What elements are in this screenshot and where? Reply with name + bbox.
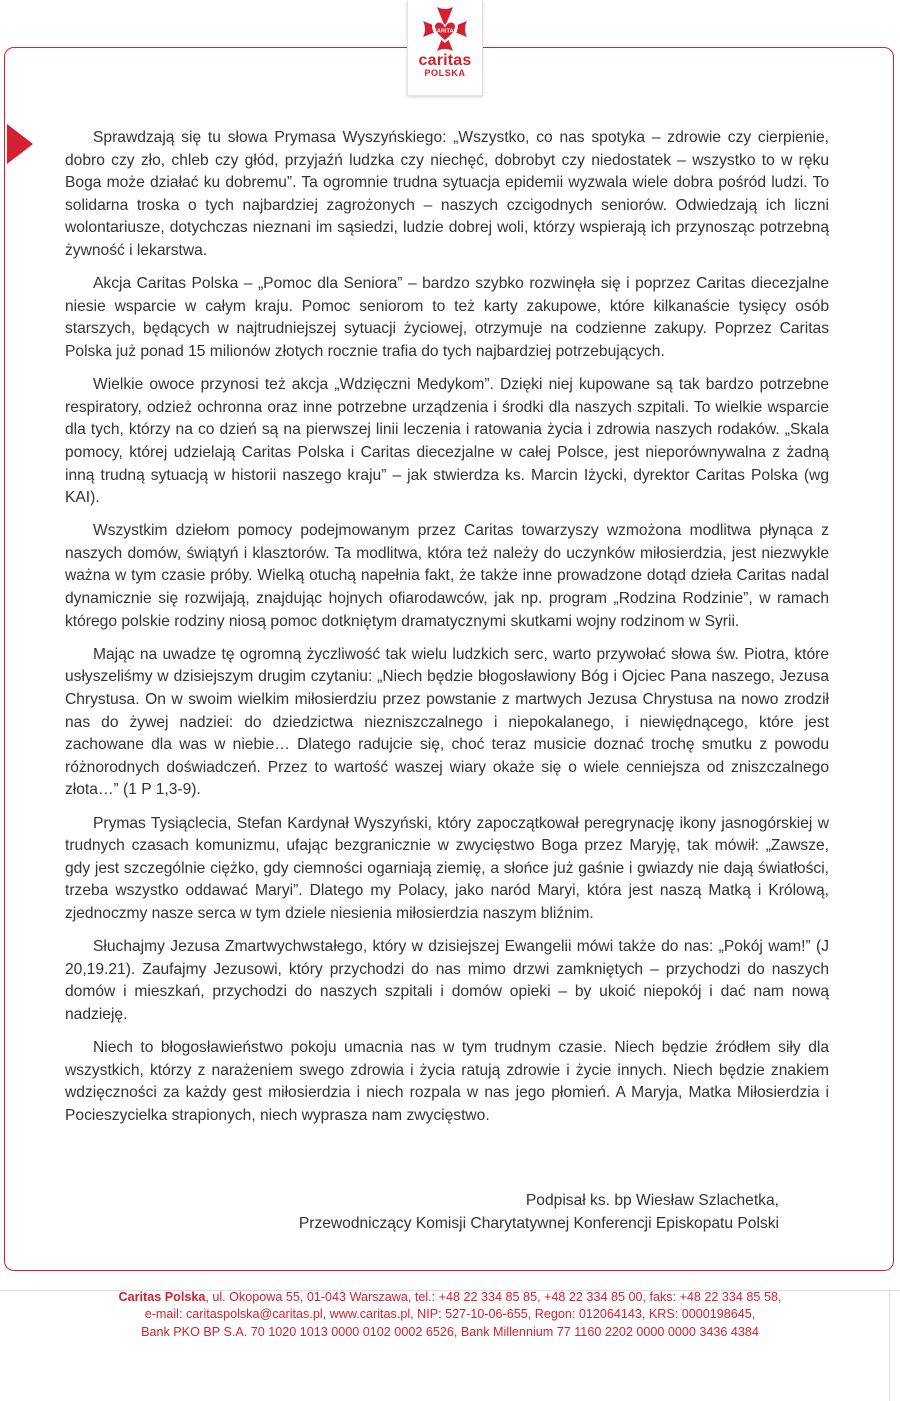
signature-name: Podpisał ks. bp Wiesław Szlachetka, [525,1192,779,1209]
paragraph: Słuchajmy Jezusa Zmartwychwstałego, który w dzisiejszej Ewangelii mówi także do nas: „Pokój wam!” (J 20,19.21). Zaufajmy Jezusowi, który przychodzi do nas mimo drzwi zamkniętych – przychodzi do naszych domów i mieszkań, przychodzi do naszych szpitali i domów opieki – by ukoić niepokój i dać nam nową nadzieję. [65,938,829,1023]
paragraph: Sprawdzają się tu słowa Prymasa Wyszyńskiego: „Wszystko, co nas spotyka – zdrowie czy cierpienie, dobro czy zło, chleb czy głód, przyjaźń ludzka czy niechęć, dobrobyt czy niedostatek – wszystko to w ręku Boga może działać ku dobremu”. Ta ogromnie trudna sytuacja epidemii wyzwala wiele dobra pośród ludzi. To solidarna troska o tych najbardziej zagrożonych – naszych czcigodnych seniorów. Odwiedzają ich liczni wolontariusze, dotychczas nieznani im sąsiedzi, ludzie dobrej woli, którzy wspierają ich przynosząc potrzebną żywność i lekarstwa. [65,129,829,259]
paragraph: Wszystkim dziełom pomocy podejmowanym przez Caritas towarzyszy wzmożona modlitwa płynąca z naszych domów, świątyń i klasztorów. Ta modlitwa, która też należy do uczynków miłosierdzia, jest niezwykle ważna w tym czasie próby. Wielką otuchą napełnia fakt, że także inne prowadzone dotąd dzieła Caritas nadal dynamicznie się rozwijają, znajdując hojnych ofiarodawców, jak np. program „Rodzina Rodzinie”, w ramach którego polskie rodziny niosą pomoc dotkniętym dramatycznymi skutkami wojny rodzinom w Syrii. [65,522,829,630]
signature-title: Przewodniczący Komisji Charytatywnej Konferencji Episkopatu Polski [298,1214,779,1232]
paragraph: Akcja Caritas Polska – „Pomoc dla Seniora” – bardzo szybko rozwinęła się i poprzez Caritas diecezjalne niesie wsparcie w całym kraju. Pomoc seniorom to też karty zakupowe, które kilkanaście tysięcy osób starszych, będących w najtrudniejszej sytuacji życiowej, otrzymuje na codzienne zakupy. Poprzez Caritas Polska już ponad 15 milionów złotych rocznie trafia do tych najbardziej potrzebujących. [65,275,829,360]
caritas-logo [407,0,483,96]
logo-wordmark: caritas [418,52,472,69]
footer-contact [0,1289,900,1341]
caritas-cross-icon [421,5,469,53]
footer-line-2: e-mail: caritaspolska@caritas.pl, www.caritas.pl, NIP: 527-10-06-655, Regon: 012064143, KRS: 0000198645, [144,1307,756,1322]
footer-line-3: Bank PKO BP S.A. 70 1020 1013 0000 0102 0002 6526, Bank Millennium 77 1160 2202 0000 0000 3436 4384 [141,1324,759,1339]
logo-monogram: CARITAS [432,28,458,35]
paragraph: Mając na uwadze tę ogromną życzliwość tak wielu ludzkich serc, warto przywołać słowa św. Piotra, które usłyszeliśmy w dzisiejszym drugim czytaniu: „Niech będzie błogosławiony Bóg i Ojciec Pana naszego, Jezusa Chrystusa. On w swoim wielkim miłosierdziu przez powstanie z martwych Jezusa Chrystusa na nowo zrodził nas do żywej nadziei: do dziedzictwa niezniszczalnego i niepokalanego, i niewiędnącego, które jest zachowane dla was w niebie… Dlatego radujcie się, choć teraz musicie doznać trochę smutku z powodu różnorodnych doświadczeń. Przez to wartość waszej wiary okaże się o wiele cenniejsza od zniszczalnego złota…” (1 P 1,3-9). [65,645,829,799]
paragraph: Prymas Tysiąclecia, Stefan Kardynał Wyszyński, który zapoczątkował peregrynację ikony jasnogórskiej w trudnych czasach komunizmu, ufając bezgranicznie w zwycięstwo Boga przez Maryję, tak mówił: „Zawsze, gdy jest szczególnie ciężko, gdy ciemności ogarniają ziemię, a słońce już gaśnie i gwiazdy nie dają światłości, trzeba wszystko oddawać Maryi”. Dlatego my Polacy, jako naród Maryi, która jest naszą Matką i Królową, zjednoczmy nasze serca w tym dziele niesienia miłosierdzia naszym bliźnim. [65,814,829,922]
paragraph: Niech to błogosławieństwo pokoju umacnia nas w tym trudnym czasie. Niech będzie źródłem siły dla wszystkich, którzy z narażeniem swego zdrowia i życia ratują zdrowie i życie innych. Niech będzie znakiem wdzięczności za każdy gest miłosierdzia i niech rozpala w nas jego płomień. A Maryja, Matka Miłosierdzia i Pocieszycielka strapionych, niech wyprasza nam zwycięstwo. [65,1039,829,1124]
signature-block [299,1190,779,1235]
footer-org-name: Caritas Polska [118,1290,206,1304]
footer-address: , ul. Okopowa 55, 01-043 Warszawa, tel.: +48 22 334 85 85, +48 22 334 85 00, faks: +48 22 334 85 58, [205,1290,782,1304]
paragraph: Wielkie owoce przynosi też akcja „Wdzięczni Medykom”. Dzięki niej kupowane są tak bardzo potrzebne respiratory, odzież ochronna oraz inne potrzebne urządzenia i środki dla naszych szpitali. To wielkie wsparcie dla tych, którzy na co dzień są na pierwszej linii leczenia i ratowania życia i zdrowia naszych rodaków. „Skala pomocy, której udzielają Caritas Polska i Caritas diecezjalne w całej Polsce, jest nieporównywalna z żadną inną trudną sytuacją w historii naszego kraju” – jak stwierdza ks. Marcin Iżycki, dyrektor Caritas Polska (wg KAI). [65,376,829,507]
footer-line-1 [0,1289,900,1306]
section-marker-arrow [7,124,33,164]
logo-subtitle: POLSKA [424,68,466,78]
letter-body [65,127,829,1138]
